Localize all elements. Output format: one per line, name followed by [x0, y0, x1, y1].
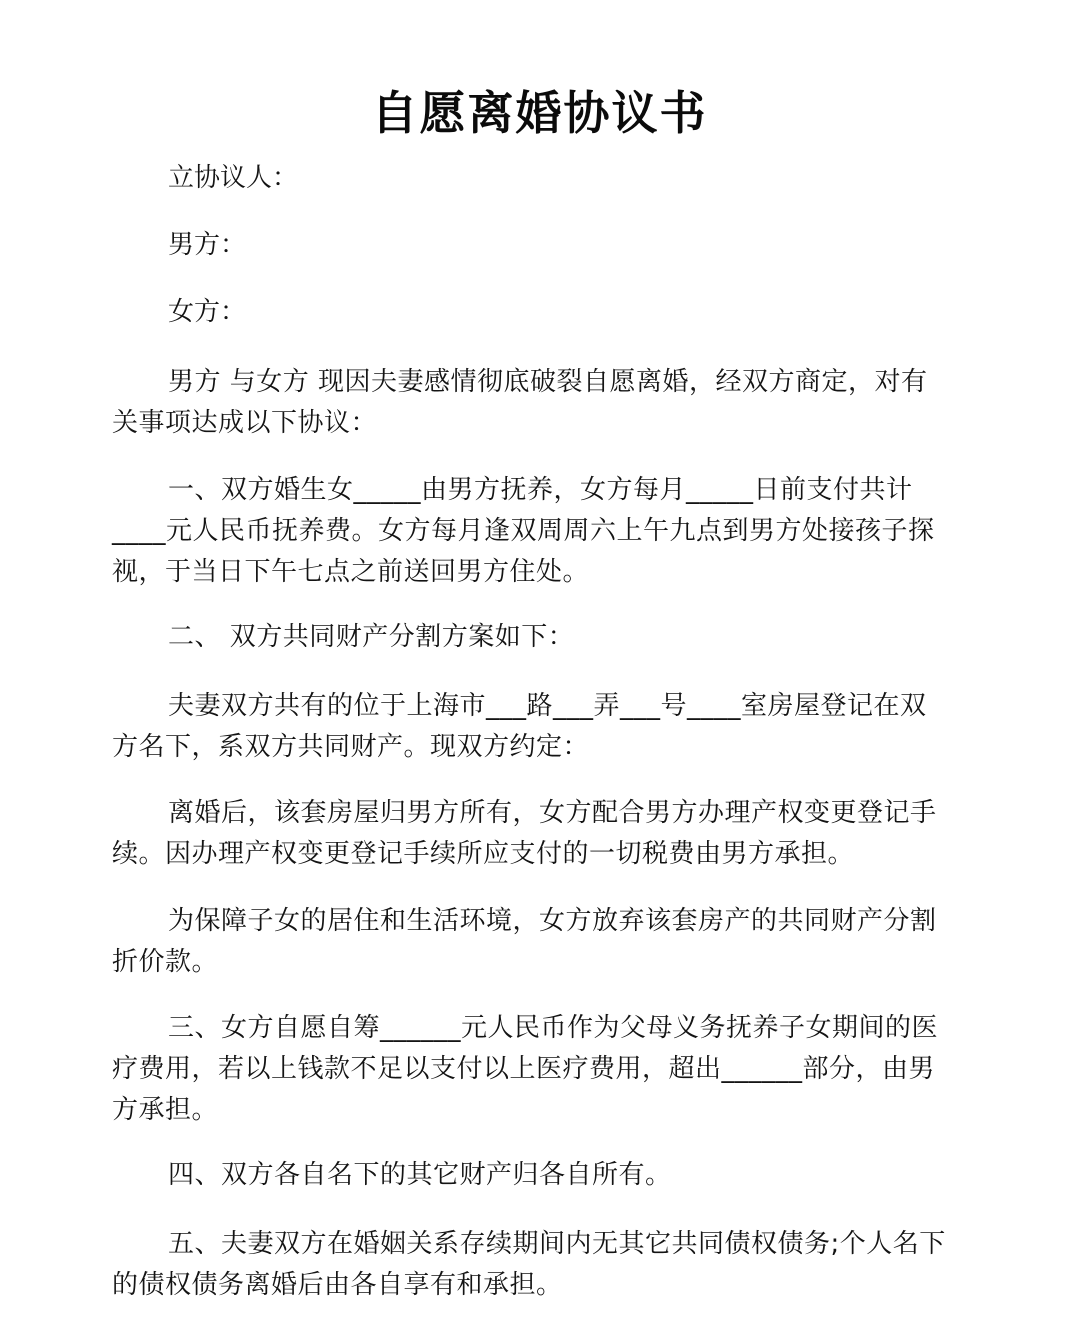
- parties-heading: 立协议人：: [168, 163, 299, 193]
- clause-3-paragraph: 三、女方自愿自筹______元人民币作为父母义务抚养子女期间的医疗费用，若以上钱款不足以支付以上医疗费用，超出______部分，由男方承担。: [112, 1013, 939, 1125]
- clause-2-heading: 二、 双方共同财产分割方案如下：: [168, 622, 575, 652]
- clause-1-paragraph: 一、双方婚生女_____由男方抚养，女方每月_____日前支付共计____元人民币抚养费。女方每月逢双周周六上午九点到男方处接孩子探视，于当日下午七点之前送回男方住处。: [112, 475, 935, 587]
- document-title: 自愿离婚协议书: [371, 85, 708, 140]
- clause-4-paragraph: 四、双方各自名下的其它财产归各自所有。: [168, 1160, 672, 1190]
- clause-5-paragraph: 五、夫妻双方在婚姻关系存续期间内无其它共同债权债务;个人名下的债权债务离婚后由各自享有和承担。: [112, 1229, 946, 1300]
- clause-2-ownership-paragraph: 离婚后，该套房屋归男方所有，女方配合男方办理产权变更登记手续。因办理产权变更登记手续所应支付的一切税费由男方承担。: [112, 798, 937, 869]
- intro-paragraph: 男方 与女方 现因夫妻感情彻底破裂自愿离婚，经双方商定，对有关事项达成以下协议：: [112, 367, 928, 438]
- clause-2-waiver-paragraph: 为保障子女的居住和生活环境，女方放弃该套房产的共同财产分割折价款。: [112, 906, 937, 977]
- clause-2-property-paragraph: 夫妻双方共有的位于上海市___路___弄___号____室房屋登记在双方名下，系双方共同财产。现双方约定：: [112, 691, 927, 762]
- wife-label: 女方：: [168, 297, 247, 327]
- husband-label: 男方：: [168, 230, 247, 260]
